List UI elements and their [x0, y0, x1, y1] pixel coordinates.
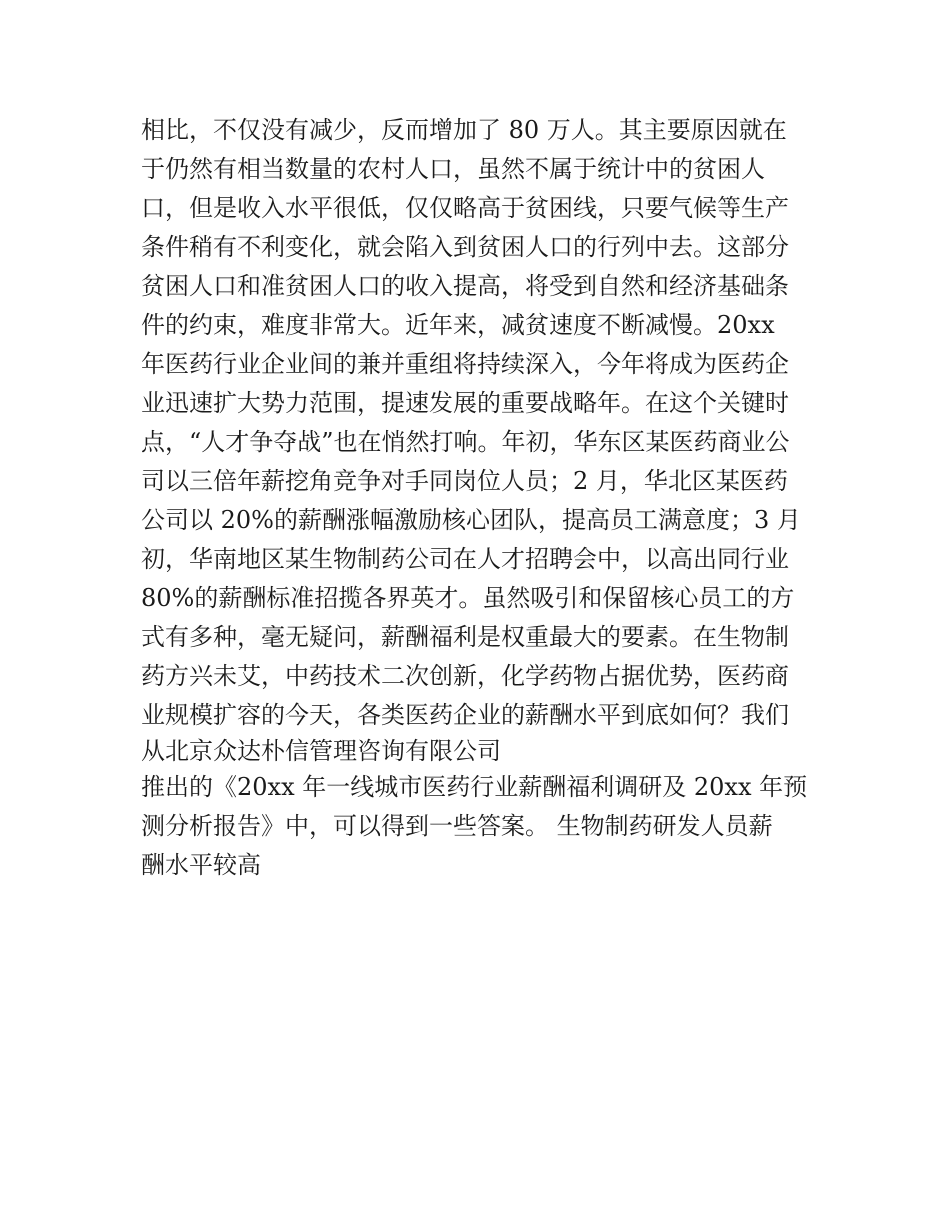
text-line: 于仍然有相当数量的农村人口，虽然不属于统计中的贫困人 [141, 155, 765, 183]
text-line: 点，“人才争夺战”也在悄然打响。年初，华东区某医药商业公 [141, 428, 790, 456]
text-line: 司以三倍年薪挖角竞争对手同岗位人员；2 月，华北区某医药 [141, 467, 788, 495]
text-line: 80%的薪酬标准招揽各界英才。虽然吸引和保留核心员工的方 [141, 584, 795, 612]
text-line: 式有多种，毫无疑问，薪酬福利是权重最大的要素。在生物制 [141, 623, 789, 651]
text-line: 从北京众达朴信管理咨询有限公司 [141, 737, 501, 765]
text-line: 相比，不仅没有减少，反而增加了 80 万人。其主要原因就在 [141, 116, 787, 144]
text-line: 酬水平较高 [141, 851, 261, 879]
text-line: 初，华南地区某生物制药公司在人才招聘会中，以高出同行业 [141, 545, 789, 573]
text-line: 药方兴未艾，中药技术二次创新，化学药物占据优势，医药商 [141, 662, 789, 690]
text-line: 件的约束，难度非常大。近年来，减贫速度不断减慢。20xx [141, 311, 775, 339]
text-line: 贫困人口和准贫困人口的收入提高，将受到自然和经济基础条 [141, 272, 789, 300]
text-line: 条件稍有不利变化，就会陷入到贫困人口的行列中去。这部分 [141, 233, 789, 261]
body-text [141, 111, 821, 885]
text-line: 业迅速扩大势力范围，提速发展的重要战略年。在这个关键时 [141, 389, 789, 417]
text-line: 推出的《20xx 年一线城市医药行业薪酬福利调研及 20xx 年预 [141, 773, 808, 801]
text-line: 测分析报告》中，可以得到一些答案。 生物制药研发人员薪 [141, 812, 773, 840]
text-line: 业规模扩容的今天，各类医药企业的薪酬水平到底如何？我们 [141, 701, 789, 729]
text-line: 年医药行业企业间的兼并重组将持续深入，今年将成为医药企 [141, 350, 789, 378]
text-line: 公司以 20%的薪酬涨幅激励核心团队，提高员工满意度；3 月 [141, 506, 801, 534]
text-line: 口，但是收入水平很低，仅仅略高于贫困线，只要气候等生产 [141, 194, 789, 222]
